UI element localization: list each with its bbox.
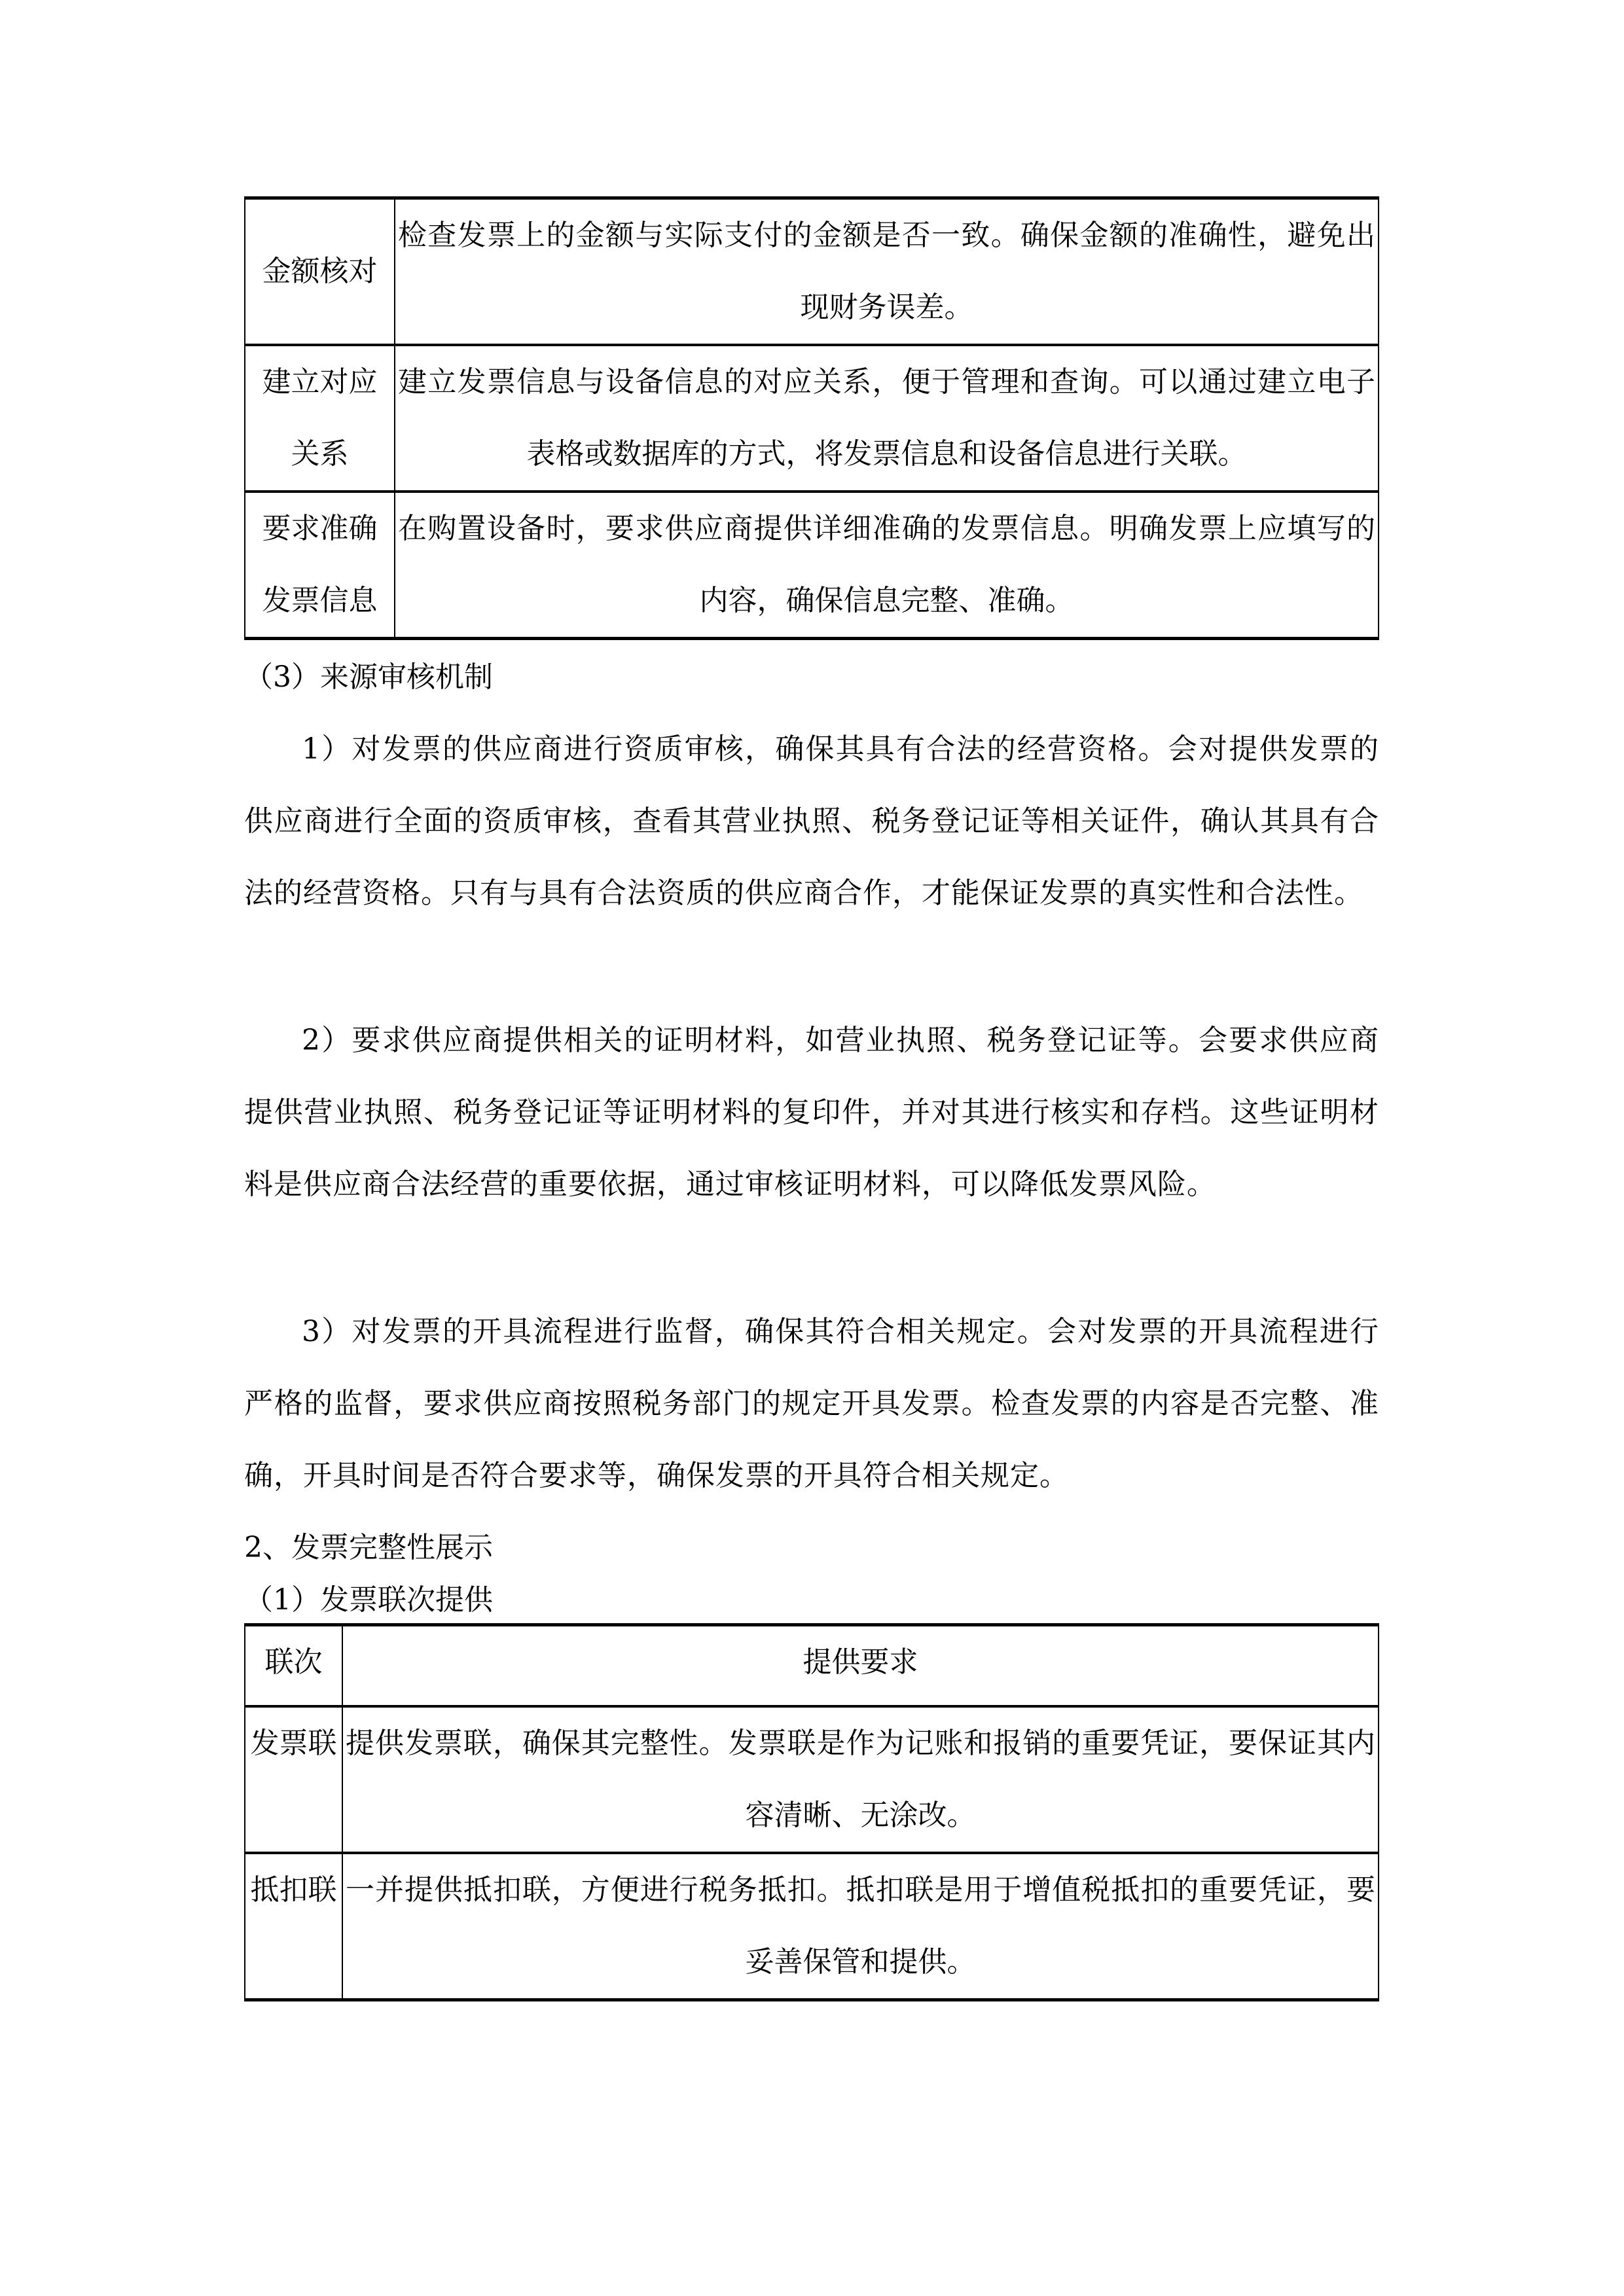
header-cell: 联次 — [245, 1625, 342, 1706]
row-content: 建立发票信息与设备信息的对应关系，便于管理和查询。可以通过建立电子表格或数据库的方式，将发票信息和设备信息进行关联。 — [395, 345, 1379, 492]
row-label: 金额核对 — [245, 198, 395, 346]
row-label: 发票联 — [245, 1706, 342, 1853]
table-row — [245, 1706, 1379, 1853]
paragraph: 2）要求供应商提供相关的证明材料，如营业执照、税务登记证等。会要求供应商提供营业执照、税务登记证等证明材料的复印件，并对其进行核实和存档。这些证明材料是供应商合法经营的重要依据，通过审核证明材料，可以降低发票风险。 — [244, 1024, 1379, 1201]
verification-table — [244, 196, 1379, 640]
row-label: 要求准确发票信息 — [245, 492, 395, 639]
section-heading: 2、发票完整性展示 — [244, 1531, 493, 1564]
row-content: 检查发票上的金额与实际支付的金额是否一致。确保金额的准确性，避免出现财务误差。 — [395, 198, 1379, 346]
row-content: 提供发票联，确保其完整性。发票联是作为记账和报销的重要凭证，要保证其内容清晰、无涂改。 — [342, 1706, 1379, 1853]
invoice-copies-table — [244, 1623, 1379, 2001]
header-cell: 提供要求 — [342, 1625, 1379, 1706]
row-label: 建立对应关系 — [245, 345, 395, 492]
table-row — [245, 198, 1379, 346]
row-content: 一并提供抵扣联，方便进行税务抵扣。抵扣联是用于增值税抵扣的重要凭证，要妥善保管和提供。 — [342, 1853, 1379, 2000]
row-content: 在购置设备时，要求供应商提供详细准确的发票信息。明确发票上应填写的内容，确保信息完整、准确。 — [395, 492, 1379, 639]
row-label: 抵扣联 — [245, 1853, 342, 2000]
section-heading: （3）来源审核机制 — [244, 660, 493, 694]
table-row — [245, 492, 1379, 639]
paragraph: 3）对发票的开具流程进行监督，确保其符合相关规定。会对发票的开具流程进行严格的监督，要求供应商按照税务部门的规定开具发票。检查发票的内容是否完整、准确，开具时间是否符合要求等，确保发票的开具符合相关规定。 — [244, 1315, 1379, 1492]
paragraph: 1）对发票的供应商进行资质审核，确保其具有合法的经营资格。会对提供发票的供应商进行全面的资质审核，查看其营业执照、税务登记证等相关证件，确认其具有合法的经营资格。只有与具有合法资质的供应商合作，才能保证发票的真实性和合法性。 — [244, 732, 1379, 910]
table-header-row — [245, 1625, 1379, 1706]
table-row — [245, 1853, 1379, 2000]
subsection-heading: （1）发票联次提供 — [244, 1583, 493, 1617]
table-row — [245, 345, 1379, 492]
